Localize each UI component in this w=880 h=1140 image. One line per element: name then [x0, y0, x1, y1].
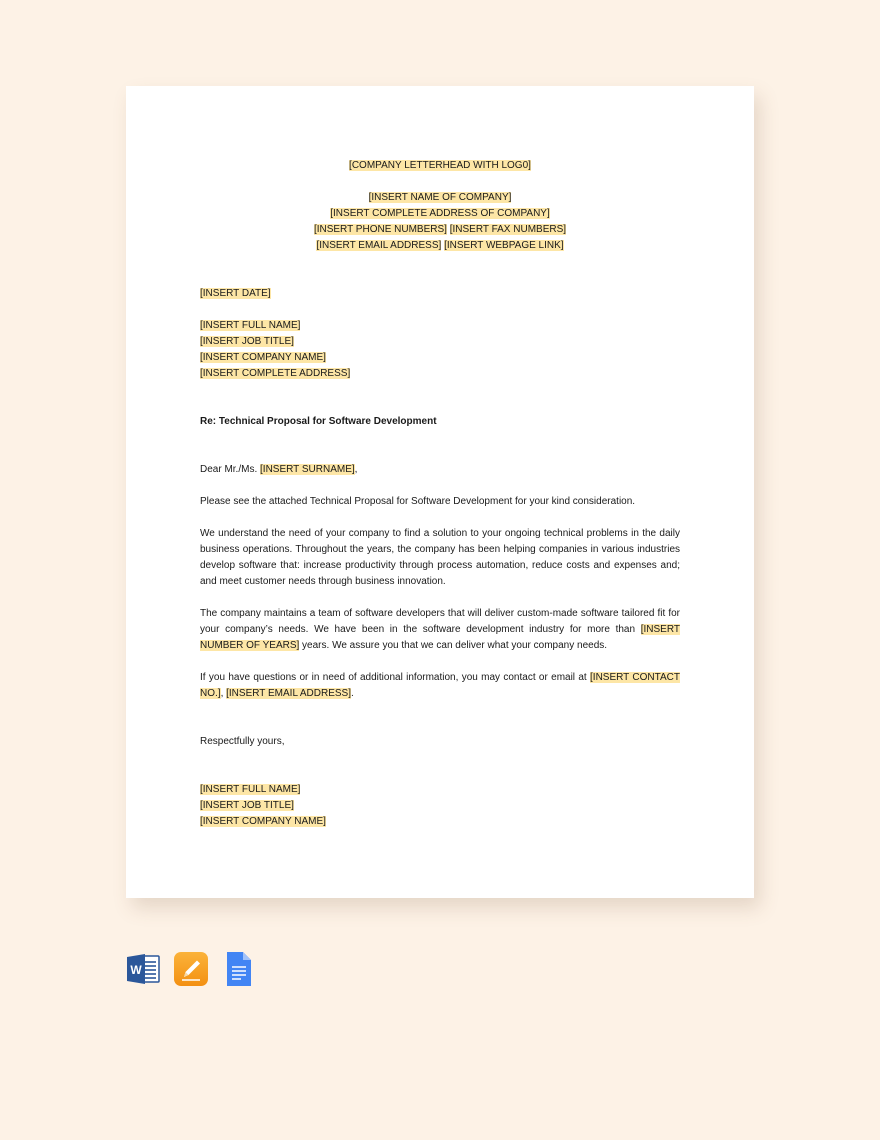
- closing: Respectfully yours,: [200, 736, 285, 747]
- file-format-icons: [126, 952, 256, 986]
- salutation-suffix: ,: [354, 464, 358, 475]
- paragraph-4-end: .: [350, 688, 354, 699]
- letterhead-company: [INSERT NAME OF COMPANY]: [368, 192, 512, 203]
- paragraph-4-sep: ,: [220, 688, 227, 699]
- paragraph-3-years: [INSERT NUMBER OF YEARS]: [200, 624, 680, 651]
- recipient-address: [INSERT COMPLETE ADDRESS]: [200, 368, 351, 379]
- signature-block: [200, 782, 680, 830]
- paragraph-2: We understand the need of your company to find a solution to your ongoing technical problems in the daily business operations. Throughout the years, the company has been helping companies in various industries develop software that: increase productivity through process automation, reduce costs and expenses and; and meet customer needs through business innovation.: [200, 528, 680, 587]
- recipient-block: [200, 318, 680, 382]
- paragraph-3-end: years. We assure you that we can deliver what your company needs.: [299, 640, 608, 651]
- signature-company: [INSERT COMPANY NAME]: [200, 816, 326, 827]
- letterhead-fax: [INSERT FAX NUMBERS]: [449, 224, 567, 235]
- letterhead-webpage: [INSERT WEBPAGE LINK]: [444, 240, 564, 251]
- letterhead-email: [INSERT EMAIL ADDRESS]: [316, 240, 442, 251]
- letterhead-address: [INSERT COMPLETE ADDRESS OF COMPANY]: [330, 208, 550, 219]
- document-page: [126, 86, 754, 898]
- letter-body: [200, 158, 680, 830]
- recipient-name: [INSERT FULL NAME]: [200, 320, 301, 331]
- paragraph-3-start: The company maintains a team of software developers that will deliver custom-made software tailored fit for your company’s needs. We have been in the software development industry for more than: [200, 608, 680, 635]
- word-icon-letter: W: [130, 963, 142, 977]
- paragraph-4-start: If you have questions or in need of additional information, you may contact or email at: [200, 672, 591, 683]
- paragraph-4: [200, 670, 680, 702]
- signature-name: [INSERT FULL NAME]: [200, 784, 301, 795]
- paragraph-3: [200, 606, 680, 654]
- salutation: [200, 462, 680, 478]
- paragraph-1: Please see the attached Technical Proposal for Software Development for your kind consideration.: [200, 496, 636, 507]
- recipient-title: [INSERT JOB TITLE]: [200, 336, 294, 347]
- letter-date: [INSERT DATE]: [200, 288, 271, 299]
- word-icon[interactable]: [126, 952, 160, 986]
- salutation-surname: [INSERT SURNAME]: [260, 464, 355, 475]
- letterhead-logo: [COMPANY LETTERHEAD WITH LOG0]: [349, 160, 531, 171]
- paragraph-4-email: [INSERT EMAIL ADDRESS]: [226, 688, 351, 699]
- signature-title: [INSERT JOB TITLE]: [200, 800, 294, 811]
- letter-subject: Re: Technical Proposal for Software Development: [200, 416, 437, 427]
- recipient-company: [INSERT COMPANY NAME]: [200, 352, 326, 363]
- letterhead: [200, 158, 680, 254]
- google-docs-icon[interactable]: [222, 952, 256, 986]
- salutation-prefix: Dear Mr./Ms.: [200, 464, 261, 475]
- pages-icon[interactable]: [174, 952, 208, 986]
- paragraph-4-contact: [INSERT CONTACT NO.]: [200, 672, 681, 699]
- letterhead-phone: [INSERT PHONE NUMBERS]: [313, 224, 447, 235]
